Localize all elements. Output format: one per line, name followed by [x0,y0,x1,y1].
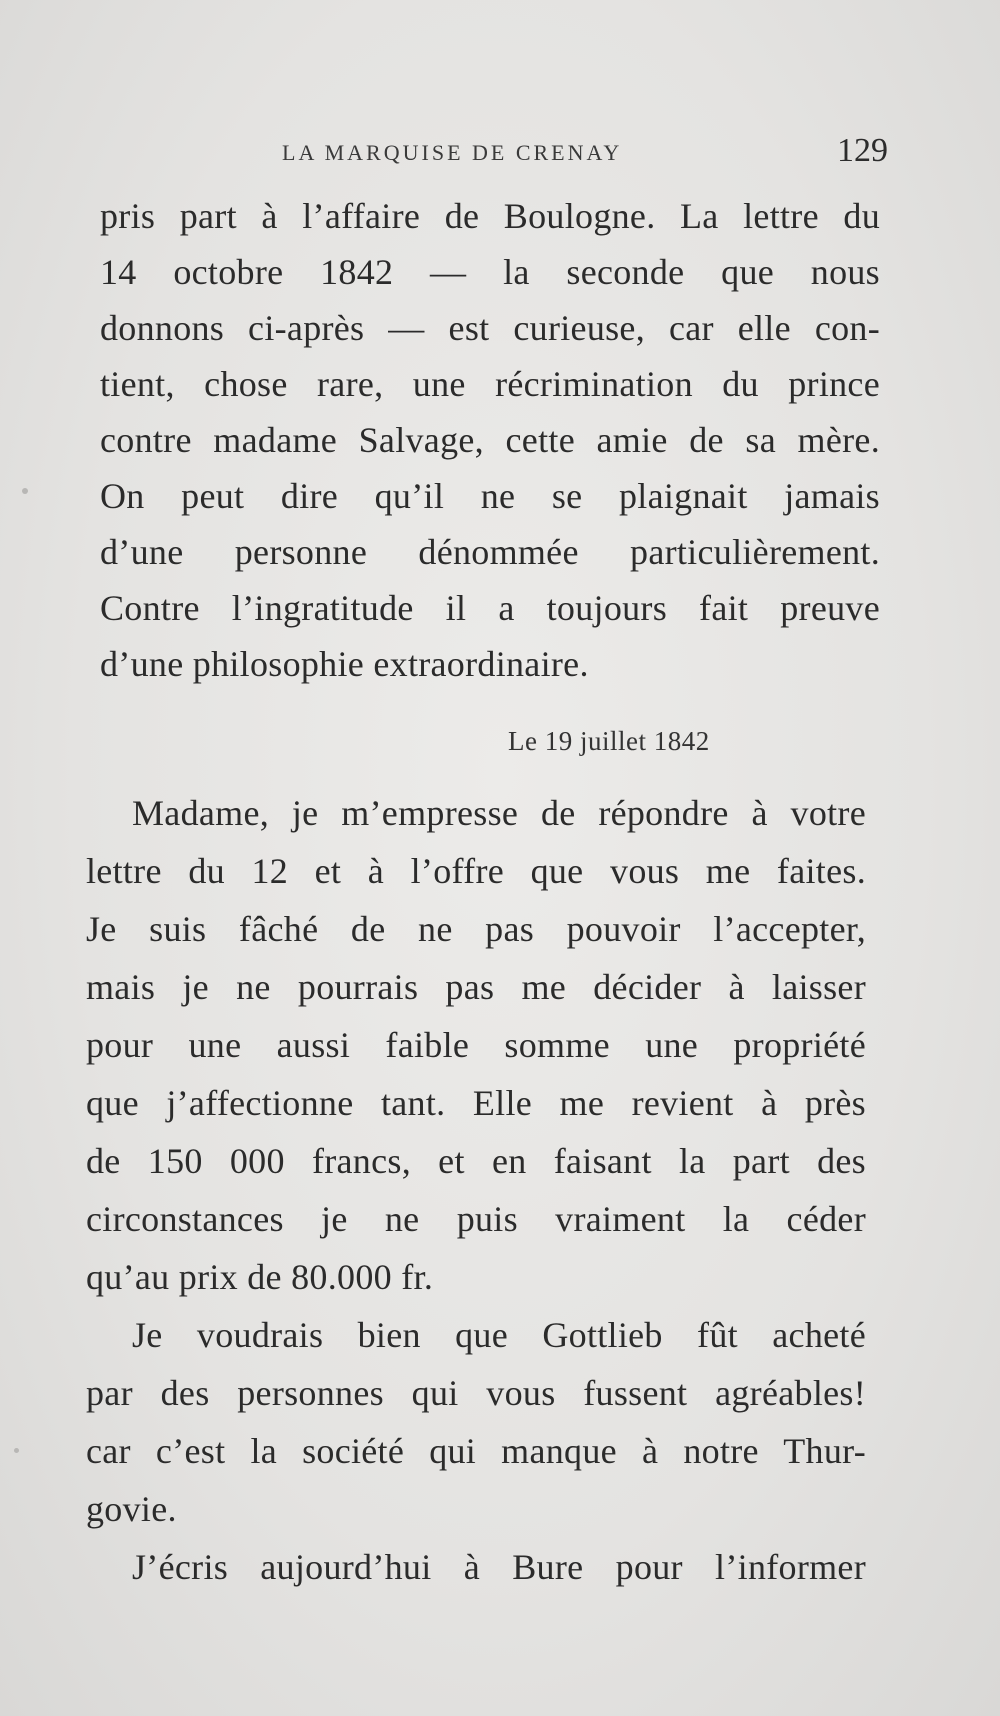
text-line: de 150 000 francs, et en faisant la part des [86,1141,866,1181]
text-line: mais je ne pourrais pas me décider à laisser [86,967,866,1007]
text-line: d’une philosophie extraordinaire. [100,644,589,684]
text-line: qu’au prix de 80.000 fr. [86,1257,434,1297]
page-header [282,132,888,176]
text-line: lettre du 12 et à l’offre que vous me faites. [86,851,866,891]
text-line: pour une aussi faible somme une propriété [86,1025,866,1065]
text-line: 14 octobre 1842 — la seconde que nous [100,252,880,292]
text-line: tient, chose rare, une récrimination du prince [100,364,880,404]
text-line: Je suis fâché de ne pas pouvoir l’accepter, [86,909,866,949]
text-line: que j’affectionne tant. Elle me revient à près [86,1083,866,1123]
letter-body [86,784,866,1596]
text-line: par des personnes qui vous fussent agréables! [86,1373,866,1413]
text-line: circonstances je ne puis vraiment la céder [86,1199,866,1239]
text-line: donnons ci-après — est curieuse, car elle con- [100,308,880,348]
paragraph-intro [100,188,880,692]
paper-speck [22,488,28,494]
text-line: d’une personne dénommée particulièrement. [100,532,880,572]
text-line: Contre l’ingratitude il a toujours fait preuve [100,588,880,628]
text-line: Je voudrais bien que Gottlieb fût acheté [132,1315,866,1355]
text-line: contre madame Salvage, cette amie de sa mère. [100,420,880,460]
letter-dateline: Le 19 juillet 1842 [508,726,710,756]
page-number: 129 [837,132,888,169]
text-line: car c’est la société qui manque à notre Thur- [86,1431,866,1471]
text-line: pris part à l’affaire de Boulogne. La lettre du [100,196,880,236]
text-line: On peut dire qu’il ne se plaignait jamais [100,476,880,516]
text-line: govie. [86,1489,177,1529]
text-line: Madame, je m’empresse de répondre à votre [132,793,866,833]
paper-speck [14,1448,19,1453]
text-line: J’écris aujourd’hui à Bure pour l’informer [132,1547,866,1587]
running-head: LA MARQUISE DE CRENAY [282,140,623,165]
